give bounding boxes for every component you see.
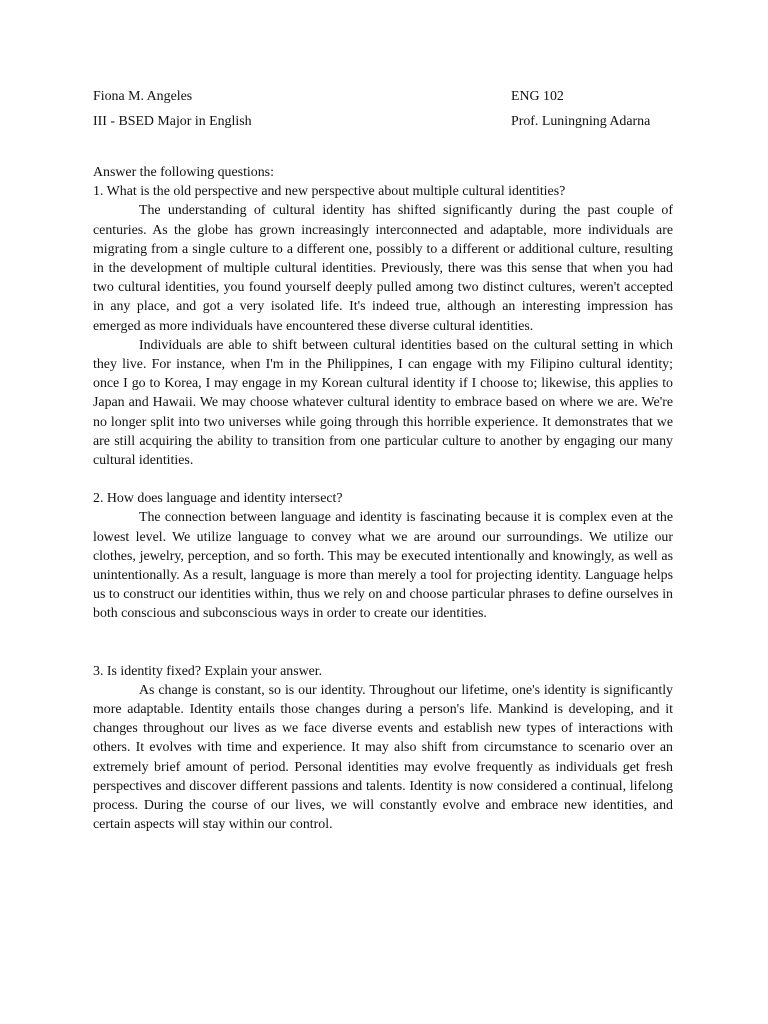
question-2: 2. How does language and identity intersect? — [93, 491, 343, 507]
question-3: 3. Is identity fixed? Explain your answer. — [93, 663, 323, 679]
header-row-2 — [93, 112, 683, 132]
answer-3-paragraph-1: As change is constant, so is our identity. Throughout our lifetime, one's identity is significantly more adaptable. Identity entails those changes during a person's life. Mankind is developing, and it changes throughout our lives as we face diverse events and establish new types of interactions with others. It evolves with time and experience. It may also shift from circumstance to scenario over an extremely brief amount of period. Personal identities may evolve frequently as individuals get fresh perspectives and discover different passions and talents. Identity is now considered a continual, lifelong process. During the course of our lives, we will constantly evolve and embrace new identities, and certain aspects will stay within our control. — [93, 682, 673, 833]
answer-1-paragraph-2: Individuals are able to shift between cultural identities based on the cultural setting in which they live. For instance, when I'm in the Philippines, I can engage with my Filipino cultural identity; once I go to Korea, I may engage in my Korean cultural identity if I choose to; likewise, this applies to Japan and Hawaii. We may choose whatever cultural identity to embrace based on where we are. We're no longer split into two universes while going through this horrible experience. It demonstrates that we are still acquiring the ability to transition from one particular culture to another by engaging our many cultural identities. — [93, 337, 673, 469]
header-row-1 — [93, 87, 683, 107]
answer-1-paragraph-1: The understanding of cultural identity has shifted significantly during the past couple of centuries. As the globe has grown increasingly interconnected and adaptable, more individuals are migrating from a single culture to a different one, possibly to a different or additional culture, resulting in the development of multiple cultural identities. Previously, there was this sense that when you had two cultural identities, you found yourself deeply pulled among two distinct cultures, weren't accepted in any place, and got a very isolated life. It's indeed true, although an interesting impression has emerged as more individuals have encountered these diverse cultural identities. — [93, 203, 673, 334]
program: III - BSED Major in English — [93, 114, 252, 129]
student-name: Fiona M. Angeles — [93, 89, 193, 104]
spacer — [93, 470, 673, 489]
question-1: 1. What is the old perspective and new perspective about multiple cultural identities? — [93, 184, 566, 200]
professor: Prof. Luningning Adarna — [511, 114, 651, 129]
instruction: Answer the following questions: — [93, 165, 274, 180]
answer-2-paragraph-1: The connection between language and identity is fascinating because it is complex even at the lowest level. We utilize language to convey what we are around our surroundings. We utilize our clothes, jewelry, perception, and so forth. This may be executed intentionally and knowingly, as well as unintentionally. As a result, language is more than merely a tool for projecting identity. Language helps us to construct our identities within, thus we rely on and choose particular phrases to define ourselves in both conscious and subconscious ways in order to create our identities. — [93, 510, 673, 622]
course-code: ENG 102 — [511, 89, 564, 104]
document-body — [93, 163, 673, 835]
spacer — [93, 624, 673, 662]
